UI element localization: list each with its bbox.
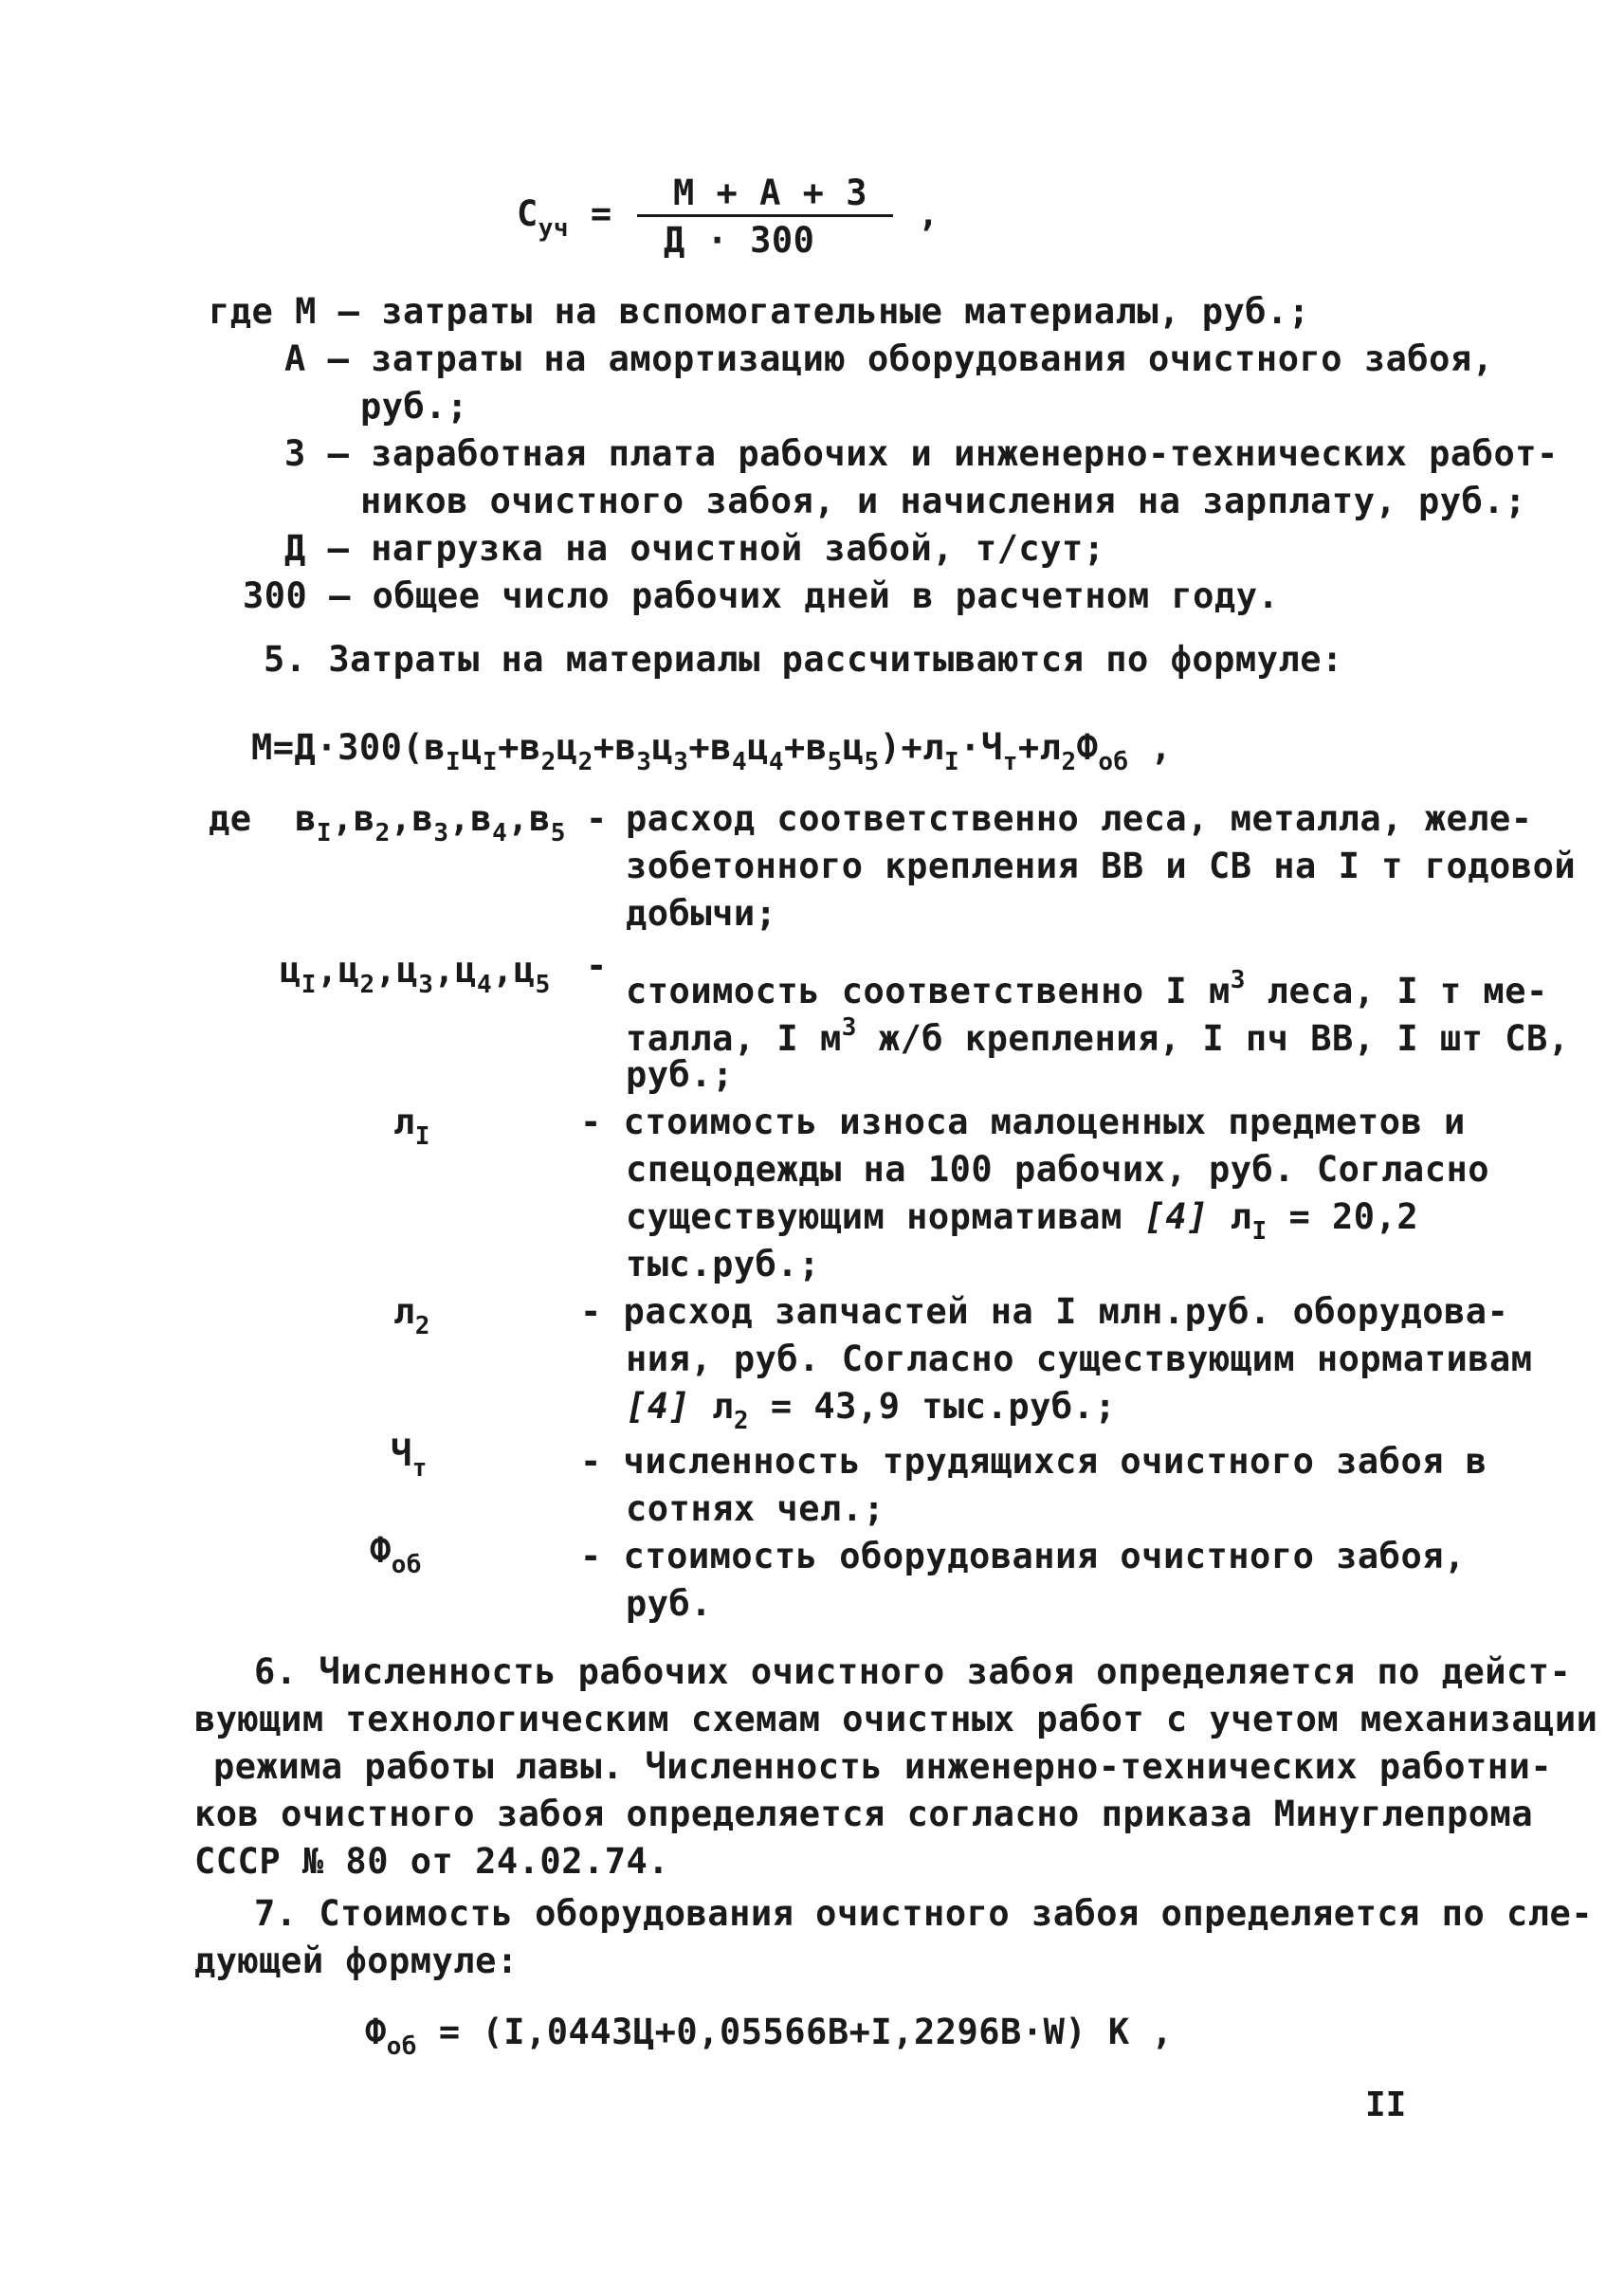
def-b-symbols — [209, 796, 566, 856]
def-l1-line4: тыс.руб.; — [626, 1244, 820, 1284]
b-sym: ,в — [507, 798, 551, 839]
f2-part: +л — [1017, 727, 1062, 768]
c-sub: 4 — [476, 971, 493, 999]
f-sym: Ф — [370, 1530, 392, 1571]
formula-equals: = — [590, 193, 612, 234]
f2-sub: 2 — [1061, 748, 1077, 776]
c-sub: I — [301, 971, 317, 999]
l1-sub: I — [1251, 1217, 1268, 1246]
f2-sub: 4 — [768, 748, 785, 776]
formula-denominator: Д · 300 — [664, 220, 815, 261]
f2-sub: 3 — [673, 748, 689, 776]
f2-sub: 4 — [731, 748, 748, 776]
c-text: талла, I м — [626, 1018, 842, 1059]
l2-text: = 43,9 тыс.руб.; — [749, 1386, 1117, 1427]
def-b-line1: расход соответственно леса, металла, желе- — [626, 798, 1533, 839]
b-sub: 3 — [433, 819, 449, 847]
formula-materials — [251, 725, 1172, 785]
l2-sub: 2 — [733, 1407, 750, 1435]
reference-4: [4] — [1143, 1196, 1209, 1237]
f2-sub: т — [1002, 748, 1018, 776]
def-d-text: нагрузка на очистной забой, т/сут; — [371, 528, 1105, 569]
def-l1-symbol — [393, 1100, 430, 1159]
b-sub: I — [316, 819, 333, 847]
f2-part: +в — [784, 727, 828, 768]
def-l2-symbol — [393, 1289, 430, 1349]
def-dash: – — [327, 433, 350, 474]
b-sym: ,в — [332, 798, 375, 839]
f2-part: ц — [747, 727, 769, 768]
paragraph-6-line3: режима работы лавы. Численность инженерно-технических работни- — [213, 1746, 1553, 1787]
def-c-line2 — [626, 1005, 1570, 1062]
def-a-cont: руб.; — [360, 386, 468, 427]
formula-cost-subscript: уч — [538, 214, 570, 243]
f3-sym: Ф — [365, 2012, 387, 2052]
def-dash: – — [327, 338, 350, 379]
l2-sub: 2 — [414, 1312, 430, 1340]
paragraph-6-line5: СССР № 80 от 24.02.74. — [194, 1841, 670, 1882]
c-sym: ,ц — [374, 950, 419, 991]
c-sym: ,ц — [433, 950, 477, 991]
formula-cost-lhs — [517, 191, 612, 251]
c-sub: 5 — [535, 971, 551, 999]
def-l1-line1: - стоимость износа малоценных предметов и — [580, 1102, 1466, 1142]
def-m — [209, 289, 1310, 335]
l1-sym: л — [393, 1102, 415, 1142]
f2-sub: I — [944, 748, 960, 776]
formula-cost-symbol: С — [517, 193, 538, 234]
def-z — [284, 431, 1559, 477]
ch-sym: Ч — [391, 1433, 412, 1474]
def-c-symbols — [280, 948, 551, 1008]
def-a — [284, 337, 1493, 382]
def-ch-line2: сотнях чел.; — [626, 1488, 885, 1529]
paragraph-7-line1: 7. Стоимость оборудования очистного забоя определяется по сле- — [254, 1893, 1594, 1934]
c-sym: ц — [280, 950, 301, 991]
c-sym: ,ц — [316, 950, 360, 991]
c-sym: ,ц — [492, 950, 536, 991]
l1-text: = 20,2 — [1267, 1196, 1419, 1237]
f2-part: +в — [593, 727, 637, 768]
f2-sub: об — [1098, 748, 1129, 776]
def-ch-symbol — [391, 1431, 428, 1491]
b-sym: ,в — [448, 798, 493, 839]
f2-part: ·Ч — [959, 727, 1003, 768]
def-c-dash: - — [586, 945, 608, 986]
f3-sub: об — [386, 2032, 418, 2061]
def-b-dash: - — [586, 798, 608, 839]
c-sup: 3 — [841, 1013, 857, 1042]
def-f-symbol — [370, 1528, 422, 1588]
def-300-text: общее число рабочих дней в расчетном году. — [372, 575, 1280, 616]
def-l2-line1: - расход запчастей на I млн.руб. оборудова- — [580, 1291, 1509, 1332]
c-text: ж/б крепления, I пч ВВ, I шт СВ, — [856, 1018, 1570, 1059]
f2-part: М=Д·300(в — [251, 727, 446, 768]
def-300 — [243, 574, 1279, 619]
def-f-line2: руб. — [626, 1583, 713, 1624]
f2-part: Ф — [1076, 727, 1099, 768]
def-l2-line3 — [626, 1384, 1116, 1444]
page-number: II — [1365, 2086, 1407, 2124]
f2-sub: 2 — [540, 748, 557, 776]
def-z-cont: ников очистного забоя, и начисления на зарплату, руб.; — [360, 481, 1526, 521]
b-sym: ,в — [390, 798, 434, 839]
l1-text: л — [1208, 1196, 1252, 1237]
paragraph-6-line2: вующим технологическим схемам очистных работ с учетом механизации — [194, 1699, 1598, 1739]
paragraph-7-line2: дующей формуле: — [194, 1940, 519, 1981]
def-z-symbol: З — [284, 433, 306, 474]
def-b-line2: зобетонного крепления ВВ и СВ на I т годовой — [626, 846, 1577, 886]
f2-part: )+л — [879, 727, 945, 768]
def-f-line1: - стоимость оборудования очистного забоя, — [580, 1536, 1466, 1576]
where-word: де — [209, 798, 252, 839]
l1-sub: I — [414, 1122, 430, 1151]
b-sub: 4 — [492, 819, 508, 847]
def-dash: – — [329, 575, 351, 616]
f2-part: ц — [842, 727, 865, 768]
b-sym: в — [295, 798, 317, 839]
def-dash: – — [338, 291, 360, 332]
def-d-symbol: Д — [284, 528, 306, 569]
def-b-line3: добычи; — [626, 893, 777, 934]
def-c-line3: руб.; — [626, 1054, 734, 1095]
fraction-bar — [637, 214, 893, 217]
ch-sub: т — [411, 1454, 428, 1483]
f3-rest: = (I,0443Ц+0,05566В+I,2296В·W) К , — [417, 2012, 1174, 2052]
f2-part: ц — [651, 727, 674, 768]
def-a-text: затраты на амортизацию оборудования очистного забоя, — [371, 338, 1494, 379]
f2-sub: 5 — [827, 748, 843, 776]
b-sub: 2 — [374, 819, 391, 847]
f2-part: +в — [688, 727, 732, 768]
def-d — [284, 526, 1105, 572]
def-l1-line2: спецодежды на 100 рабочих, руб. Согласно — [626, 1149, 1490, 1190]
def-m-symbol: где М — [209, 291, 317, 332]
f2-sub: 2 — [577, 748, 593, 776]
f2-sub: I — [482, 748, 499, 776]
formula-tail: , — [918, 193, 940, 234]
formula-equipment-cost — [365, 2010, 1173, 2069]
l2-text: л — [690, 1386, 734, 1427]
c-sub: 2 — [359, 971, 375, 999]
l1-text: существующим нормативам — [626, 1196, 1144, 1237]
b-sub: 5 — [550, 819, 566, 847]
f-sub: об — [391, 1551, 423, 1579]
def-z-text: заработная плата рабочих и инженерно-технических работ- — [371, 433, 1559, 474]
formula-numerator: М + А + З — [673, 173, 867, 213]
def-dash: – — [327, 528, 350, 569]
f2-sub: 5 — [864, 748, 880, 776]
def-m-text: затраты на вспомогательные материалы, руб.; — [381, 291, 1310, 332]
paragraph-5: 5. Затраты на материалы рассчитываются по формуле: — [264, 639, 1343, 680]
c-sup: 3 — [1230, 966, 1246, 994]
reference-4: [4] — [626, 1386, 691, 1427]
f2-part: +в — [498, 727, 541, 768]
c-text: стоимость соответственно I м — [626, 971, 1231, 1011]
def-ch-line1: - численность трудящихся очистного забоя в — [580, 1441, 1487, 1482]
def-300-symbol: 300 — [243, 575, 308, 616]
f2-part: ц — [461, 727, 483, 768]
l2-sym: л — [393, 1291, 415, 1332]
f2-part: ц — [556, 727, 578, 768]
def-l2-line2: ния, руб. Согласно существующим нормативам — [626, 1339, 1533, 1379]
f2-part: , — [1128, 727, 1173, 768]
f2-sub: 3 — [636, 748, 652, 776]
paragraph-6-line1: 6. Численность рабочих очистного забоя определяется по дейст- — [254, 1651, 1572, 1692]
c-sub: 3 — [418, 971, 434, 999]
def-a-symbol: А — [284, 338, 306, 379]
c-text: леса, I т ме- — [1245, 971, 1548, 1011]
f2-sub: I — [445, 748, 462, 776]
paragraph-6-line4: ков очистного забоя определяется согласно приказа Минуглепрома — [194, 1794, 1534, 1834]
